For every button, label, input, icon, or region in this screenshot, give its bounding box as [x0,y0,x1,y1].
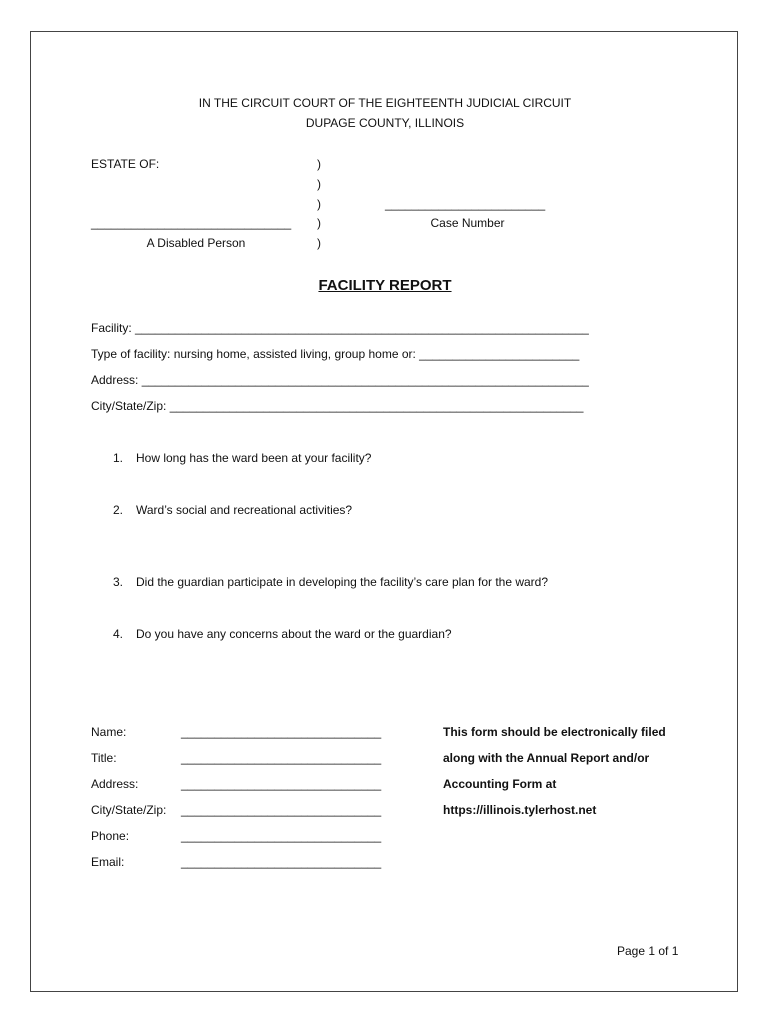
question-number: 2. [113,503,124,517]
caption-paren: ) [317,157,321,171]
city-state-zip-label: City/State/Zip: [91,803,167,817]
question-text: How long has the ward been at your facility? [136,451,372,465]
caption-paren: ) [317,197,321,211]
document-page [30,31,738,992]
filing-note-line3: Accounting Form at [443,777,557,791]
filing-note-line1: This form should be electronically filed [443,725,666,739]
name-blank[interactable]: ______________________________ [181,725,382,739]
court-header-line2: DUPAGE COUNTY, ILLINOIS [305,116,465,130]
page-number: Page 1 of 1 [617,944,679,958]
caption-paren: ) [317,216,321,230]
question-number: 1. [113,451,124,465]
facility-city-state-zip-field[interactable]: City/State/Zip: ______________________________________________________________ [91,399,584,413]
case-number-blank[interactable]: ________________________ [385,197,546,211]
address-blank[interactable]: ______________________________ [181,777,382,791]
question-text: Ward’s social and recreational activities? [136,503,353,517]
question-text: Do you have any concerns about the ward or the guardian? [136,627,452,641]
facility-field[interactable]: Facility: ____________________________________________________________________ [91,321,589,335]
title-label: Title: [91,751,117,765]
facility-type-field[interactable]: Type of facility: nursing home, assisted living, group home or: ________________________ [91,347,580,361]
phone-blank[interactable]: ______________________________ [181,829,382,843]
disabled-person-name-blank[interactable]: ______________________________ [91,216,292,230]
title-blank[interactable]: ______________________________ [181,751,382,765]
caption-paren: ) [317,236,321,250]
question-number: 4. [113,627,124,641]
disabled-person-label: A Disabled Person [146,236,246,250]
filing-note-line2: along with the Annual Report and/or [443,751,650,765]
email-label: Email: [91,855,125,869]
address-label: Address: [91,777,139,791]
court-header-line1: IN THE CIRCUIT COURT OF THE EIGHTEENTH JUDICIAL CIRCUIT [198,96,572,110]
city-state-zip-blank[interactable]: ______________________________ [181,803,382,817]
question-text: Did the guardian participate in developing the facility’s care plan for the ward? [136,575,549,589]
email-blank[interactable]: ______________________________ [181,855,382,869]
question-number: 3. [113,575,124,589]
estate-of-label: ESTATE OF: [91,157,160,171]
filing-note-url[interactable]: https://illinois.tylerhost.net [443,803,597,817]
form-title: FACILITY REPORT [318,277,452,294]
case-number-label: Case Number [430,216,505,230]
facility-address-field[interactable]: Address: ___________________________________________________________________ [91,373,589,387]
caption-paren: ) [317,177,321,191]
name-label: Name: [91,725,127,739]
phone-label: Phone: [91,829,130,843]
